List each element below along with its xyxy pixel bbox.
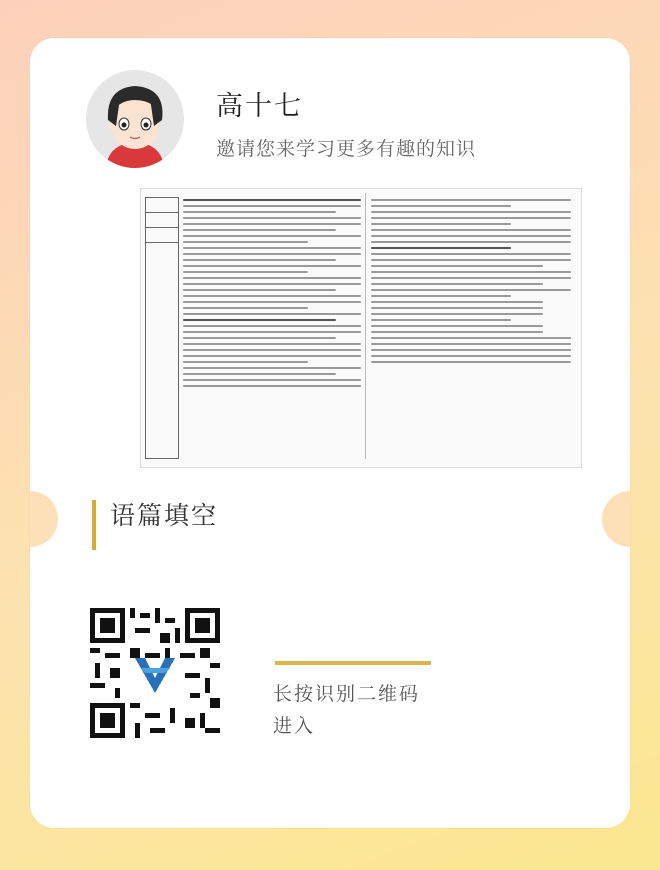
worksheet-info-column	[145, 197, 179, 459]
title-accent-bar	[92, 500, 96, 550]
worksheet-left-column	[183, 195, 361, 391]
qr-instruction-line1: 长按识别二维码	[273, 683, 421, 705]
profile-name: 高十七	[216, 91, 303, 122]
qr-accent-line	[275, 661, 431, 665]
avatar-cartoon-icon	[86, 70, 184, 168]
qr-code[interactable]	[90, 608, 220, 738]
topic-title: 语篇填空	[110, 501, 219, 530]
worksheet-column-divider	[365, 193, 366, 459]
share-card	[30, 38, 630, 828]
avatar	[86, 70, 184, 168]
qr-code-icon	[90, 608, 220, 738]
qr-instruction-line2: 进入	[273, 715, 316, 737]
card-notch-right	[602, 491, 630, 547]
worksheet-image	[140, 188, 582, 468]
worksheet-right-column	[371, 195, 571, 367]
qr-instruction	[273, 678, 420, 742]
card-notch-left	[30, 491, 58, 547]
invite-text: 邀请您来学习更多有趣的知识	[216, 138, 477, 160]
